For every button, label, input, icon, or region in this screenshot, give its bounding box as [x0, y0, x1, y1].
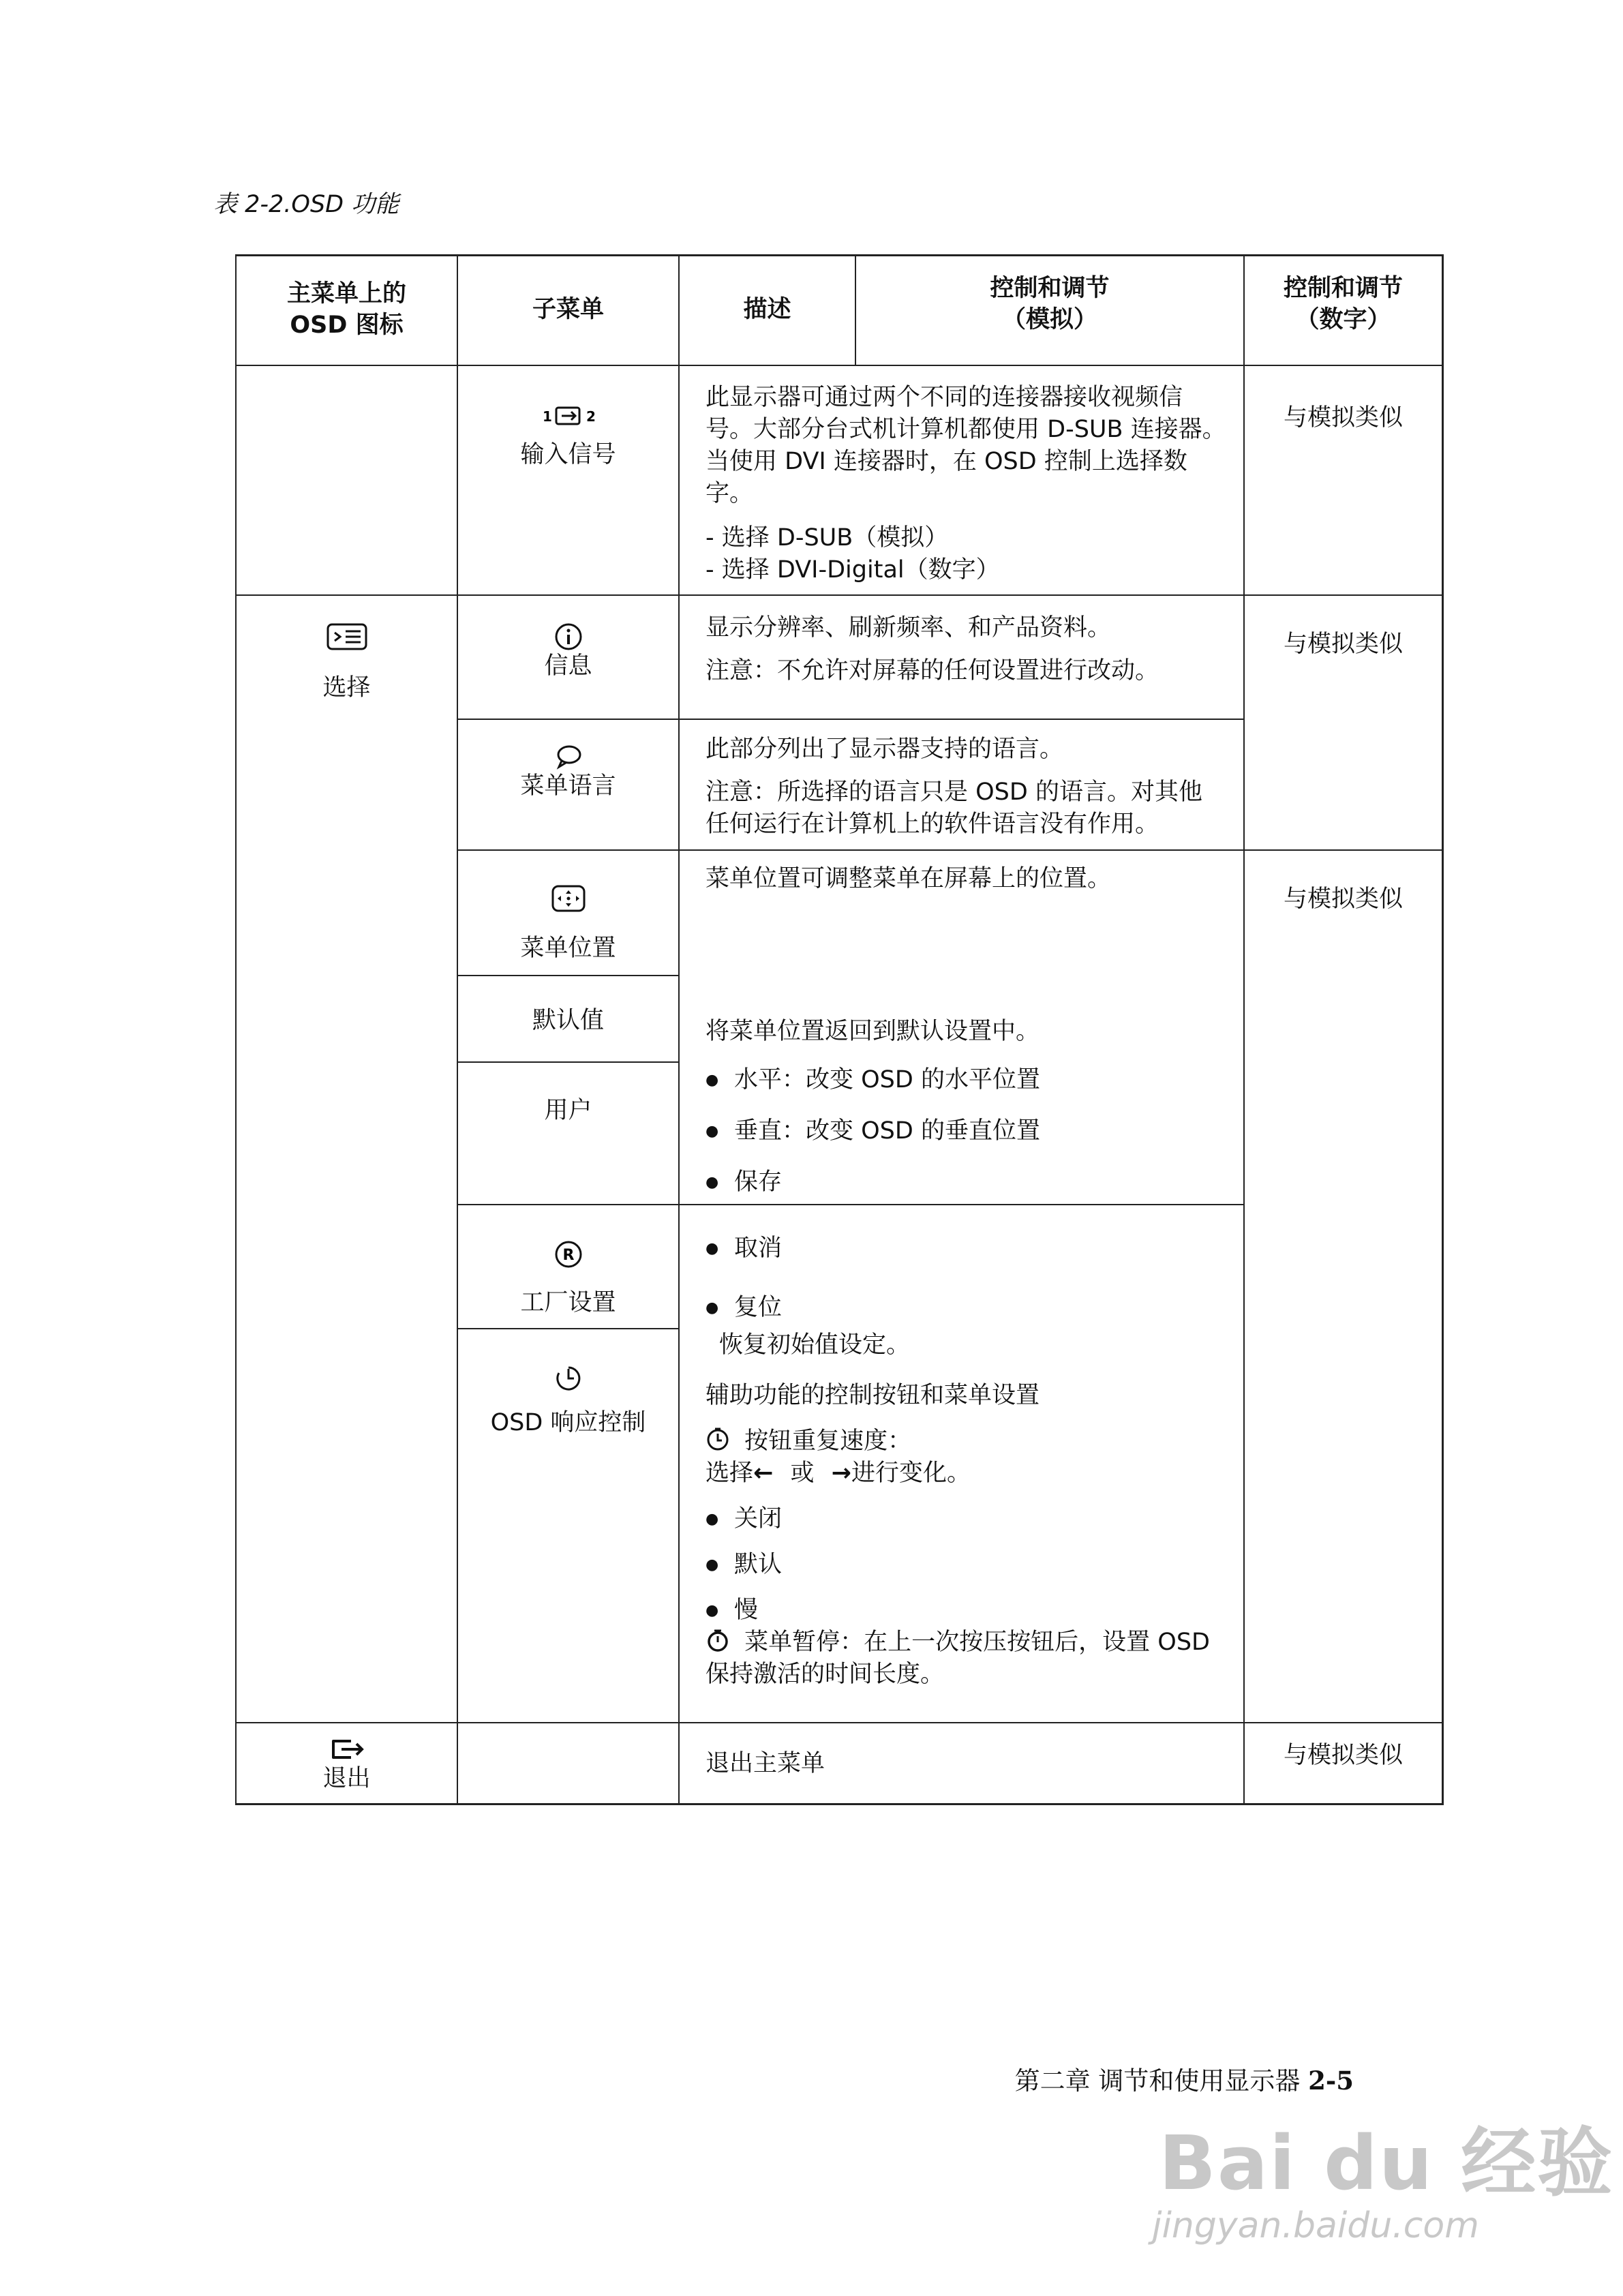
input-signal-description: 此显示器可通过两个不同的连接器接收视频信 号。大部分台式机计算机都使用 D-SUB 连接器。 当使用 DVI 连接器时，在 OSD 控制上选择数字。 - 选择 D-SUB（模拟） - 选择 DVI-Digital（数字） [706, 384, 1226, 584]
default-user-description: 将菜单位置返回到默认设置中。 ● 水平：改变 OSD 的水平位置 ● 垂直：改变 OSD 的垂直位置 ● 保存 [706, 1016, 1230, 1198]
header-analog: 控制和调节 （模拟） [990, 275, 1110, 333]
table-caption: 表 2-2.OSD 功能 [213, 191, 399, 218]
speech-bubble-icon [553, 743, 583, 770]
submenu-info: 信息 [458, 622, 678, 682]
position-digital: 与模拟类似 [1283, 886, 1403, 913]
header-submenu: 子菜单 [532, 296, 604, 323]
submenu-input-signal: 1 2 输入信号 [458, 402, 678, 471]
submenu-default: 默认值 [532, 1007, 604, 1034]
info-description: 显示分辨率、刷新频率、和产品资料。 注意：不允许对屏幕的任何设置进行改动。 [706, 614, 1159, 684]
language-description: 此部分列出了显示器支持的语言。 注意：所选择的语言只是 OSD 的语言。对其他 任何运行在计算机上的软件语言没有作用。 [706, 736, 1202, 838]
watermark-url: jingyan.baidu.com [1152, 2205, 1479, 2246]
submenu-user: 用户 [544, 1097, 592, 1124]
svg-text:2: 2 [586, 408, 596, 425]
exit-digital: 与模拟类似 [1283, 1742, 1403, 1769]
right-arrow-icon: → [831, 1460, 851, 1487]
select-digital: 与模拟类似 [1283, 631, 1403, 658]
repeat-timer-icon [706, 1427, 730, 1451]
left-arrow-icon: ← [753, 1460, 774, 1487]
input-switch-icon [536, 402, 601, 429]
main-exit: 退出 [237, 1736, 457, 1795]
watermark-brand: Bai du 经验 [1159, 2119, 1614, 2207]
header-description: 描述 [743, 296, 791, 323]
info-icon [553, 622, 583, 652]
pause-timer-icon [706, 1628, 730, 1652]
submenu-osd-response: OSD 响应控制 [458, 1363, 678, 1439]
select-menu-icon [325, 622, 369, 652]
main-select: 选择 [237, 622, 457, 704]
header-main-icon: 主菜单上的 OSD 图标 [286, 280, 406, 339]
reset-r-icon [553, 1239, 583, 1269]
position-description: 菜单位置可调整菜单在屏幕上的位置。 [706, 865, 1112, 892]
svg-text:1: 1 [542, 408, 552, 425]
timer-icon [553, 1363, 583, 1393]
submenu-language: 菜单语言 [458, 743, 678, 802]
page-number: 2-5 [1308, 2066, 1354, 2096]
exit-description: 退出主菜单 [706, 1750, 825, 1777]
factory-description: ● 取消 ● 复位 恢复初始值设定。 [706, 1233, 1230, 1361]
submenu-factory-settings: R 工厂设置 [458, 1239, 678, 1319]
exit-icon [327, 1736, 367, 1763]
osd-response-description: 辅助功能的控制按钮和菜单设置 按钮重复速度： 选择← 或 →进行变化。 ● 关闭 ● 默认 ● 慢 菜单暂停：在上一次按压按钮后，设置 OSD 保持激活的时间长度。 [706, 1380, 1230, 1691]
submenu-menu-position: 菜单位置 [458, 883, 678, 965]
svg-text:R: R [562, 1247, 574, 1264]
header-digital: 控制和调节 （数字） [1283, 275, 1403, 333]
page-footer: 第二章 调节和使用显示器 2-5 [1014, 2066, 1354, 2096]
input-signal-digital: 与模拟类似 [1283, 404, 1403, 432]
move-position-icon [550, 883, 587, 913]
